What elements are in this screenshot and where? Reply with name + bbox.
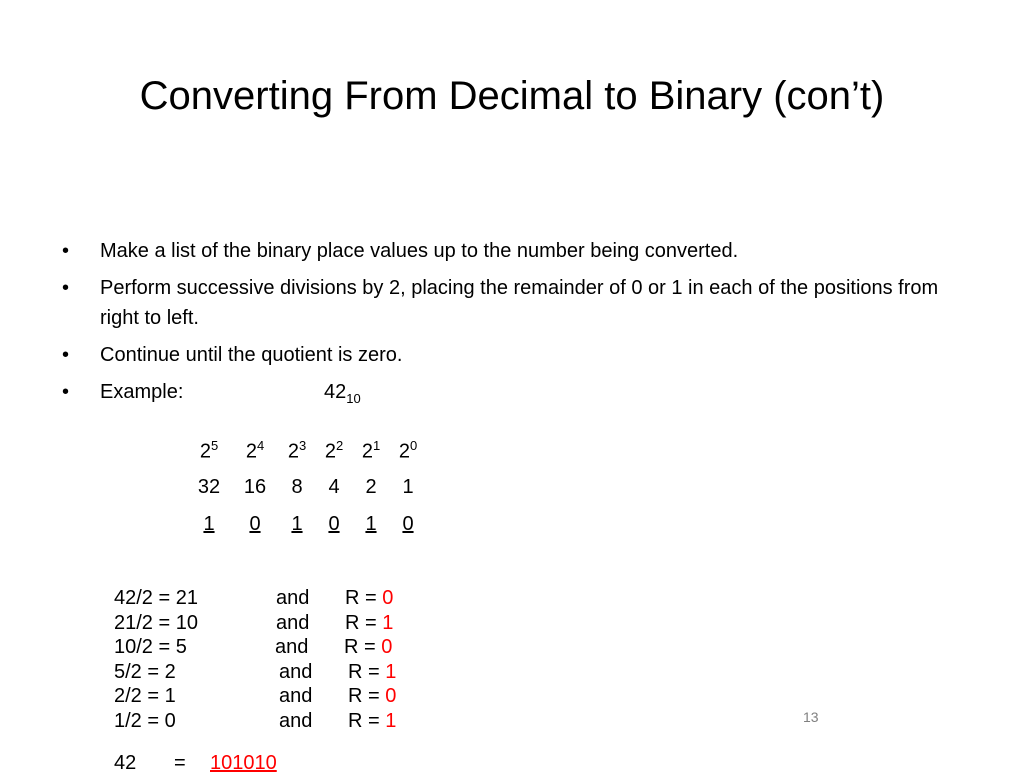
bullet-item-example (58, 377, 958, 407)
place-value-table (186, 432, 426, 543)
result-value: 101010 (210, 752, 277, 774)
power-exponent: 0 (409, 437, 418, 453)
binary-digit-cell (232, 506, 278, 543)
bullet-list (58, 236, 958, 414)
power-cell (232, 432, 278, 469)
place-value-cell: 1 (402, 476, 414, 498)
power-base: 2 (361, 440, 373, 463)
power-exponent: 3 (298, 437, 307, 453)
result-equals: = (174, 752, 186, 774)
power-base: 2 (324, 440, 336, 463)
remainder (345, 611, 393, 636)
power-base: 2 (199, 440, 211, 463)
binary-digit: 1 (291, 513, 303, 535)
page-number: 13 (803, 709, 819, 725)
binary-digit: 0 (328, 513, 340, 535)
bullet-item (58, 236, 958, 266)
remainder-label: R = (348, 685, 380, 707)
power-exponent: 1 (372, 437, 381, 453)
binary-digit: 0 (402, 513, 414, 535)
remainder-value: 1 (385, 660, 397, 683)
example-base: 10 (346, 391, 361, 406)
remainder-value: 0 (385, 685, 397, 707)
binary-digit-cell (316, 506, 352, 543)
binary-digit-cell (390, 506, 426, 543)
binary-digit: 1 (203, 513, 215, 535)
power-cell (316, 432, 352, 469)
binary-digit-cell (186, 506, 232, 543)
remainder-value: 1 (385, 709, 397, 732)
power-base: 2 (287, 440, 299, 463)
and-word: and (279, 660, 313, 683)
division-equation: 21/2 = 10 (114, 611, 198, 634)
remainder-label: R = (345, 587, 377, 609)
bullet-dot: • (62, 277, 70, 299)
remainder (345, 586, 393, 611)
and-word: and (275, 636, 309, 658)
power-cell (352, 432, 390, 469)
division-equation: 1/2 = 0 (114, 709, 176, 732)
example-label: Example: (100, 381, 184, 403)
division-equation: 10/2 = 5 (114, 636, 187, 658)
place-value-cell: 4 (328, 476, 340, 498)
result-line (114, 752, 277, 775)
binary-digit: 0 (249, 513, 261, 535)
place-value-cell: 32 (197, 476, 221, 498)
remainder-label: R = (348, 709, 380, 732)
power-exponent: 5 (210, 437, 219, 453)
power-exponent: 2 (335, 437, 344, 453)
power-exponent: 4 (256, 437, 265, 453)
digits-row (186, 506, 426, 543)
powers-row (186, 432, 426, 469)
power-base: 2 (398, 440, 410, 463)
bullet-item (58, 340, 958, 370)
power-cell (278, 432, 316, 469)
and-word: and (279, 709, 313, 732)
remainder (348, 660, 396, 685)
bullet-dot: • (62, 240, 70, 262)
binary-digit-cell (352, 506, 390, 543)
place-value-cell: 8 (291, 476, 303, 498)
slide-title: Converting From Decimal to Binary (con’t) (139, 74, 885, 118)
bullet-dot: • (62, 344, 70, 366)
division-equation: 42/2 = 21 (114, 587, 198, 609)
bullet-text: Continue until the quotient is zero. (100, 344, 403, 366)
bullet-text: Perform successive divisions by 2, placing the remainder of 0 or 1 in each of the positions from right to left. (100, 277, 939, 329)
power-cell (390, 432, 426, 469)
example-number: 42 (324, 381, 347, 403)
and-word: and (276, 611, 310, 634)
remainder-label: R = (348, 660, 380, 683)
remainder (348, 709, 396, 734)
place-value-cell: 2 (365, 476, 377, 498)
remainder-value: 1 (382, 611, 394, 634)
power-cell (186, 432, 232, 469)
power-base: 2 (245, 440, 257, 463)
example-value (324, 377, 361, 414)
remainder-value: 0 (381, 636, 393, 658)
remainder (344, 635, 392, 660)
remainder (348, 684, 396, 709)
division-equation: 5/2 = 2 (114, 660, 176, 683)
and-word: and (276, 587, 310, 609)
remainder-label: R = (345, 611, 377, 634)
and-word: and (279, 685, 313, 707)
binary-digit-cell (278, 506, 316, 543)
values-row (186, 469, 426, 506)
bullet-text: Make a list of the binary place values up to the number being converted. (100, 240, 739, 262)
place-value-cell: 16 (243, 476, 267, 498)
bullet-dot: • (62, 381, 70, 403)
remainder-label: R = (344, 636, 376, 658)
binary-digit: 1 (365, 513, 377, 535)
division-equation: 2/2 = 1 (114, 685, 176, 707)
bullet-item (58, 273, 958, 333)
remainder-value: 0 (382, 587, 394, 609)
result-lhs: 42 (114, 752, 137, 774)
